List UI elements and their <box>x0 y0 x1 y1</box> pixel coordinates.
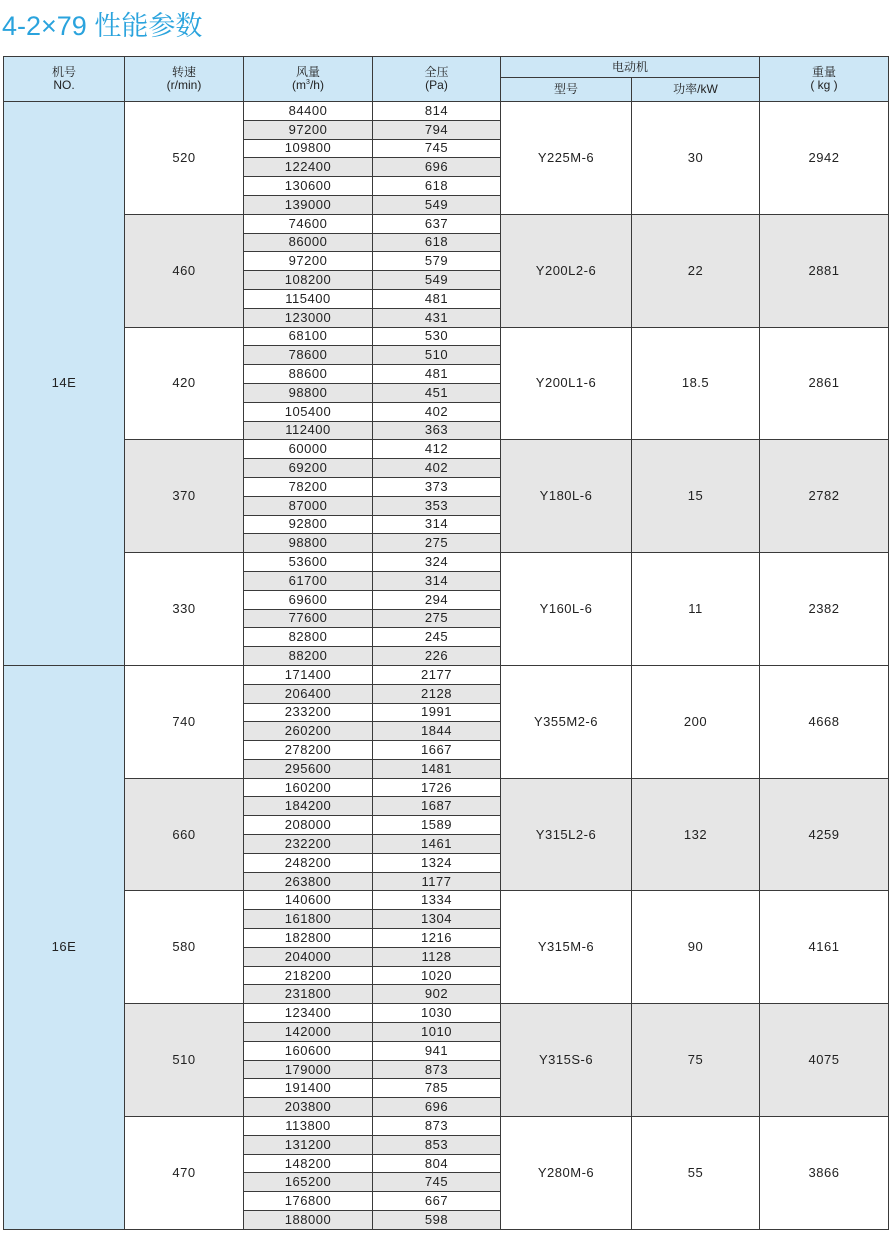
pressure-cell: 1030 <box>373 1004 501 1023</box>
motor-power-cell: 11 <box>632 553 760 666</box>
pressure-cell: 402 <box>373 402 501 421</box>
pressure-cell: 353 <box>373 496 501 515</box>
motor-model-cell: Y315S-6 <box>501 1004 632 1117</box>
pressure-cell: 2128 <box>373 684 501 703</box>
flow-cell: 122400 <box>244 158 373 177</box>
pressure-cell: 1687 <box>373 797 501 816</box>
pressure-cell: 873 <box>373 1060 501 1079</box>
pressure-cell: 1020 <box>373 966 501 985</box>
flow-cell: 161800 <box>244 910 373 929</box>
pressure-cell: 1481 <box>373 759 501 778</box>
pressure-cell: 1726 <box>373 778 501 797</box>
table-row <box>4 440 889 459</box>
flow-cell: 160600 <box>244 1041 373 1060</box>
flow-cell: 69200 <box>244 459 373 478</box>
motor-power-cell: 75 <box>632 1004 760 1117</box>
pressure-cell: 294 <box>373 590 501 609</box>
pressure-cell: 549 <box>373 195 501 214</box>
table-row <box>4 553 889 572</box>
flow-cell: 105400 <box>244 402 373 421</box>
pressure-cell: 902 <box>373 985 501 1004</box>
motor-power-cell: 90 <box>632 891 760 1004</box>
table-header <box>4 57 889 102</box>
flow-cell: 231800 <box>244 985 373 1004</box>
pressure-cell: 245 <box>373 628 501 647</box>
pressure-cell: 696 <box>373 1098 501 1117</box>
motor-model-cell: Y225M-6 <box>501 102 632 215</box>
weight-cell: 4075 <box>760 1004 889 1117</box>
weight-cell: 4259 <box>760 778 889 891</box>
speed-cell: 510 <box>125 1004 244 1117</box>
pressure-cell: 579 <box>373 252 501 271</box>
flow-cell: 278200 <box>244 741 373 760</box>
flow-cell: 92800 <box>244 515 373 534</box>
table-row <box>4 214 889 233</box>
flow-cell: 123000 <box>244 308 373 327</box>
pressure-cell: 598 <box>373 1211 501 1230</box>
pressure-cell: 794 <box>373 120 501 139</box>
flow-cell: 84400 <box>244 102 373 121</box>
table-row <box>4 665 889 684</box>
motor-model-cell: Y315M-6 <box>501 891 632 1004</box>
header-speed: 转速 (r/min) <box>125 57 244 102</box>
speed-cell: 460 <box>125 214 244 327</box>
header-machine-no: 机号 NO. <box>4 57 125 102</box>
pressure-cell: 941 <box>373 1041 501 1060</box>
pressure-cell: 667 <box>373 1192 501 1211</box>
flow-cell: 204000 <box>244 947 373 966</box>
flow-cell: 78200 <box>244 477 373 496</box>
flow-cell: 206400 <box>244 684 373 703</box>
motor-power-cell: 18.5 <box>632 327 760 440</box>
pressure-cell: 618 <box>373 177 501 196</box>
pressure-cell: 696 <box>373 158 501 177</box>
flow-cell: 130600 <box>244 177 373 196</box>
pressure-cell: 314 <box>373 515 501 534</box>
pressure-cell: 1304 <box>373 910 501 929</box>
flow-cell: 148200 <box>244 1154 373 1173</box>
pressure-cell: 481 <box>373 365 501 384</box>
pressure-cell: 1128 <box>373 947 501 966</box>
speed-cell: 370 <box>125 440 244 553</box>
table-row <box>4 891 889 910</box>
performance-table <box>3 56 889 1230</box>
flow-cell: 142000 <box>244 1023 373 1042</box>
pressure-cell: 1177 <box>373 872 501 891</box>
pressure-cell: 745 <box>373 139 501 158</box>
pressure-cell: 1010 <box>373 1023 501 1042</box>
pressure-cell: 618 <box>373 233 501 252</box>
header-motor: 电动机 <box>501 57 760 78</box>
flow-cell: 113800 <box>244 1117 373 1136</box>
table-row <box>4 1004 889 1023</box>
header-pressure: 全压 (Pa) <box>373 57 501 102</box>
motor-power-cell: 30 <box>632 102 760 215</box>
flow-cell: 78600 <box>244 346 373 365</box>
flow-cell: 61700 <box>244 571 373 590</box>
table-row <box>4 102 889 121</box>
pressure-cell: 481 <box>373 289 501 308</box>
speed-cell: 520 <box>125 102 244 215</box>
motor-model-cell: Y200L2-6 <box>501 214 632 327</box>
flow-cell: 171400 <box>244 665 373 684</box>
pressure-cell: 814 <box>373 102 501 121</box>
pressure-cell: 226 <box>373 647 501 666</box>
weight-cell: 2782 <box>760 440 889 553</box>
flow-cell: 87000 <box>244 496 373 515</box>
table-row <box>4 1117 889 1136</box>
flow-cell: 248200 <box>244 853 373 872</box>
pressure-cell: 412 <box>373 440 501 459</box>
speed-cell: 660 <box>125 778 244 891</box>
motor-model-cell: Y200L1-6 <box>501 327 632 440</box>
motor-power-cell: 55 <box>632 1117 760 1230</box>
motor-power-cell: 22 <box>632 214 760 327</box>
motor-power-cell: 15 <box>632 440 760 553</box>
table-body <box>4 102 889 1230</box>
flow-cell: 86000 <box>244 233 373 252</box>
flow-cell: 260200 <box>244 722 373 741</box>
header-weight: 重量 ( kg ) <box>760 57 889 102</box>
flow-cell: 60000 <box>244 440 373 459</box>
flow-cell: 74600 <box>244 214 373 233</box>
pressure-cell: 1991 <box>373 703 501 722</box>
pressure-cell: 431 <box>373 308 501 327</box>
motor-power-cell: 132 <box>632 778 760 891</box>
pressure-cell: 1667 <box>373 741 501 760</box>
flow-cell: 218200 <box>244 966 373 985</box>
flow-cell: 263800 <box>244 872 373 891</box>
pressure-cell: 1844 <box>373 722 501 741</box>
pressure-cell: 853 <box>373 1135 501 1154</box>
pressure-cell: 1334 <box>373 891 501 910</box>
speed-cell: 470 <box>125 1117 244 1230</box>
flow-cell: 115400 <box>244 289 373 308</box>
weight-cell: 2881 <box>760 214 889 327</box>
machine-no-cell: 14E <box>4 102 125 666</box>
flow-cell: 188000 <box>244 1211 373 1230</box>
pressure-cell: 637 <box>373 214 501 233</box>
flow-cell: 82800 <box>244 628 373 647</box>
flow-cell: 53600 <box>244 553 373 572</box>
pressure-cell: 1589 <box>373 816 501 835</box>
flow-cell: 176800 <box>244 1192 373 1211</box>
weight-cell: 4668 <box>760 665 889 778</box>
flow-cell: 203800 <box>244 1098 373 1117</box>
page-title: 4-2×79 性能参数 <box>2 11 203 41</box>
pressure-cell: 549 <box>373 271 501 290</box>
pressure-cell: 275 <box>373 534 501 553</box>
pressure-cell: 1216 <box>373 929 501 948</box>
speed-cell: 740 <box>125 665 244 778</box>
table-row <box>4 327 889 346</box>
weight-cell: 3866 <box>760 1117 889 1230</box>
header-flow: 风量 $(m^3/h)$ <box>244 57 373 102</box>
flow-cell: 108200 <box>244 271 373 290</box>
flow-cell: 123400 <box>244 1004 373 1023</box>
pressure-cell: 510 <box>373 346 501 365</box>
flow-cell: 184200 <box>244 797 373 816</box>
flow-cell: 88600 <box>244 365 373 384</box>
pressure-cell: 451 <box>373 383 501 402</box>
pressure-cell: 363 <box>373 421 501 440</box>
pressure-cell: 804 <box>373 1154 501 1173</box>
pressure-cell: 2177 <box>373 665 501 684</box>
flow-cell: 112400 <box>244 421 373 440</box>
flow-cell: 68100 <box>244 327 373 346</box>
flow-cell: 109800 <box>244 139 373 158</box>
weight-cell: 2942 <box>760 102 889 215</box>
flow-cell: 69600 <box>244 590 373 609</box>
flow-cell: 97200 <box>244 120 373 139</box>
weight-cell: 4161 <box>760 891 889 1004</box>
flow-cell: 182800 <box>244 929 373 948</box>
speed-cell: 580 <box>125 891 244 1004</box>
flow-cell: 179000 <box>244 1060 373 1079</box>
header-motor-model: 型号 <box>501 78 632 102</box>
pressure-cell: 1461 <box>373 835 501 854</box>
motor-model-cell: Y160L-6 <box>501 553 632 666</box>
table-row <box>4 778 889 797</box>
header-motor-power: 功率/kW <box>632 78 760 102</box>
motor-model-cell: Y355M2-6 <box>501 665 632 778</box>
pressure-cell: 1324 <box>373 853 501 872</box>
pressure-cell: 745 <box>373 1173 501 1192</box>
pressure-cell: 402 <box>373 459 501 478</box>
flow-cell: 77600 <box>244 609 373 628</box>
speed-cell: 420 <box>125 327 244 440</box>
flow-cell: 295600 <box>244 759 373 778</box>
flow-cell: 97200 <box>244 252 373 271</box>
flow-cell: 160200 <box>244 778 373 797</box>
motor-power-cell: 200 <box>632 665 760 778</box>
speed-cell: 330 <box>125 553 244 666</box>
motor-model-cell: Y280M-6 <box>501 1117 632 1230</box>
flow-cell: 232200 <box>244 835 373 854</box>
flow-cell: 233200 <box>244 703 373 722</box>
pressure-cell: 373 <box>373 477 501 496</box>
machine-no-cell: 16E <box>4 665 125 1229</box>
flow-cell: 165200 <box>244 1173 373 1192</box>
flow-cell: 98800 <box>244 534 373 553</box>
pressure-cell: 275 <box>373 609 501 628</box>
flow-cell: 98800 <box>244 383 373 402</box>
pressure-cell: 314 <box>373 571 501 590</box>
weight-cell: 2861 <box>760 327 889 440</box>
flow-cell: 191400 <box>244 1079 373 1098</box>
flow-cell: 88200 <box>244 647 373 666</box>
flow-cell: 208000 <box>244 816 373 835</box>
pressure-cell: 324 <box>373 553 501 572</box>
flow-cell: 131200 <box>244 1135 373 1154</box>
pressure-cell: 530 <box>373 327 501 346</box>
motor-model-cell: Y180L-6 <box>501 440 632 553</box>
flow-cell: 140600 <box>244 891 373 910</box>
weight-cell: 2382 <box>760 553 889 666</box>
pressure-cell: 873 <box>373 1117 501 1136</box>
pressure-cell: 785 <box>373 1079 501 1098</box>
flow-cell: 139000 <box>244 195 373 214</box>
motor-model-cell: Y315L2-6 <box>501 778 632 891</box>
